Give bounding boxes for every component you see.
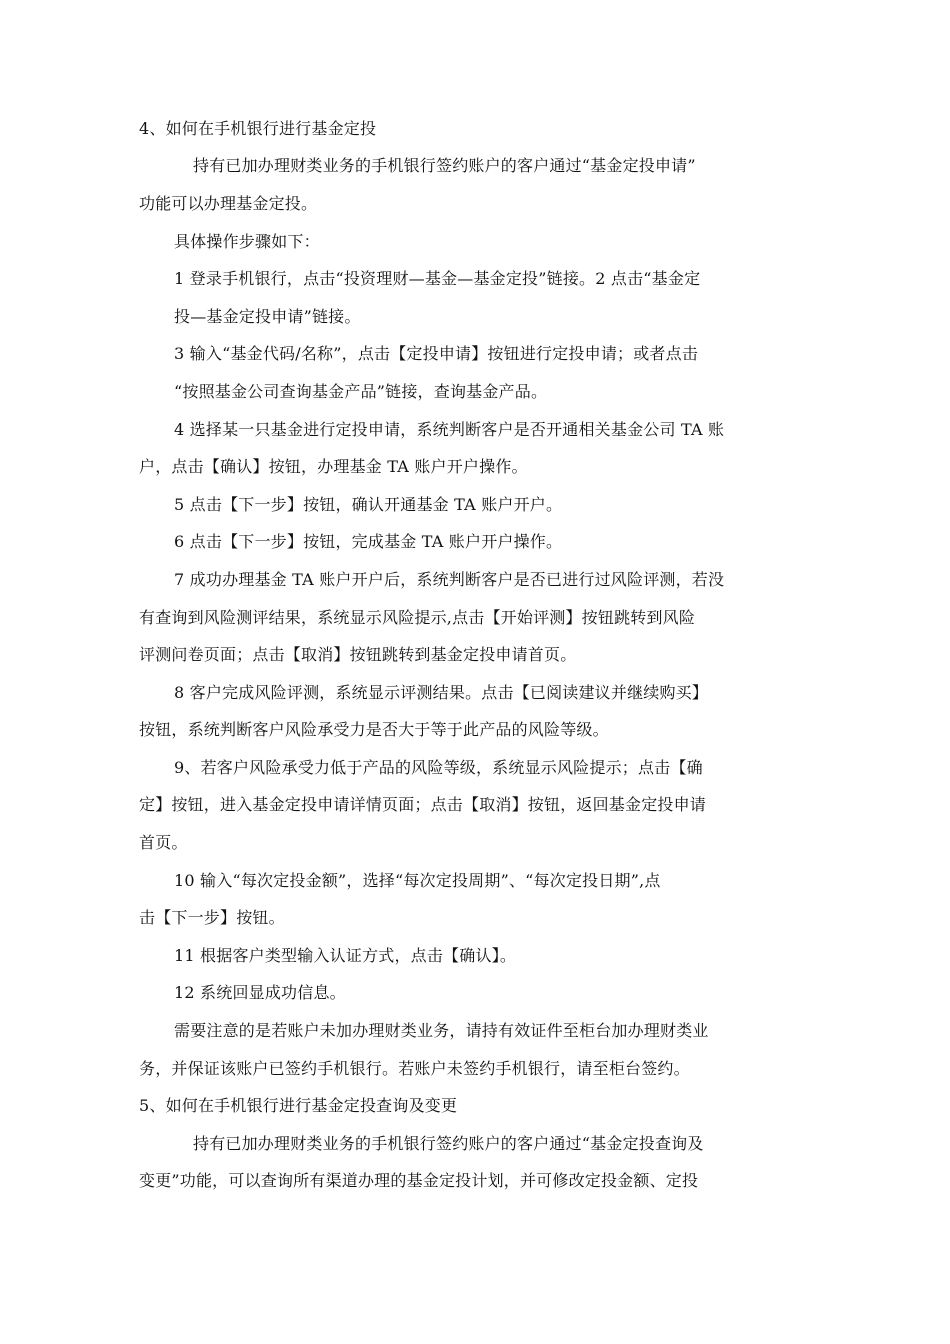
step-line: 12 系统回显成功信息。 [174,983,346,1002]
section-heading-5: 5、如何在手机银行进行基金定投查询及变更 [139,1096,458,1115]
step-line: 户，点击【确认】按钮，办理基金 TA 账户开户操作。 [139,457,528,476]
step-line: 7 成功办理基金 TA 账户开户后，系统判断客户是否已进行过风险评测，若没 [174,570,725,589]
paragraph-line: 具体操作步骤如下： [174,232,320,251]
step-line: 投—基金定投申请”链接。 [174,307,361,326]
paragraph-line: 持有已加办理财类业务的手机银行签约账户的客户通过“基金定投申请” [193,156,696,175]
step-line: 9、若客户风险承受力低于产品的风险等级，系统显示风险提示；点击【确 [174,758,703,777]
step-line: 按钮，系统判断客户风险承受力是否大于等于此产品的风险等级。 [139,720,609,739]
step-line: 10 输入“每次定投金额”，选择“每次定投周期”、“每次定投日期”,点 [174,871,661,890]
step-line: 有查询到风险测评结果，系统显示风险提示,点击【开始评测】按钮跳转到风险 [139,608,696,627]
step-line: 首页。 [139,833,188,852]
step-line: 评测问卷页面；点击【取消】按钮跳转到基金定投申请首页。 [139,645,577,664]
step-line: 11 根据客户类型输入认证方式，点击【确认】。 [174,946,517,965]
step-line: 击【下一步】按钮。 [139,908,285,927]
note-line: 务，并保证该账户已签约手机银行。若账户未签约手机银行，请至柜台签约。 [139,1059,690,1078]
step-line: 定】按钮，进入基金定投申请详情页面；点击【取消】按钮，返回基金定投申请 [139,795,707,814]
note-line: 需要注意的是若账户未加办理财类业务，请持有效证件至柜台加办理财类业 [174,1021,709,1040]
paragraph-line: 功能可以办理基金定投。 [139,194,318,213]
step-line: 6 点击【下一步】按钮，完成基金 TA 账户开户操作。 [174,532,563,551]
step-line: “按照基金公司查询基金产品”链接，查询基金产品。 [174,382,548,401]
step-line: 8 客户完成风险评测，系统显示评测结果。点击【已阅读建议并继续购买】 [174,683,709,702]
step-line: 5 点击【下一步】按钮，确认开通基金 TA 账户开户。 [174,495,563,514]
paragraph-line: 变更”功能，可以查询所有渠道办理的基金定投计划，并可修改定投金额、定投 [139,1171,699,1190]
section-heading-4: 4、如何在手机银行进行基金定投 [139,119,377,138]
paragraph-line: 持有已加办理财类业务的手机银行签约账户的客户通过“基金定投查询及 [193,1134,704,1153]
step-line: 1 登录手机银行，点击“投资理财—基金—基金定投”链接。2 点击“基金定 [174,269,701,288]
step-line: 3 输入“基金代码/名称”，点击【定投申请】按钮进行定投申请；或者点击 [174,344,699,363]
step-line: 4 选择某一只基金进行定投申请，系统判断客户是否开通相关基金公司 TA 账 [174,420,725,439]
